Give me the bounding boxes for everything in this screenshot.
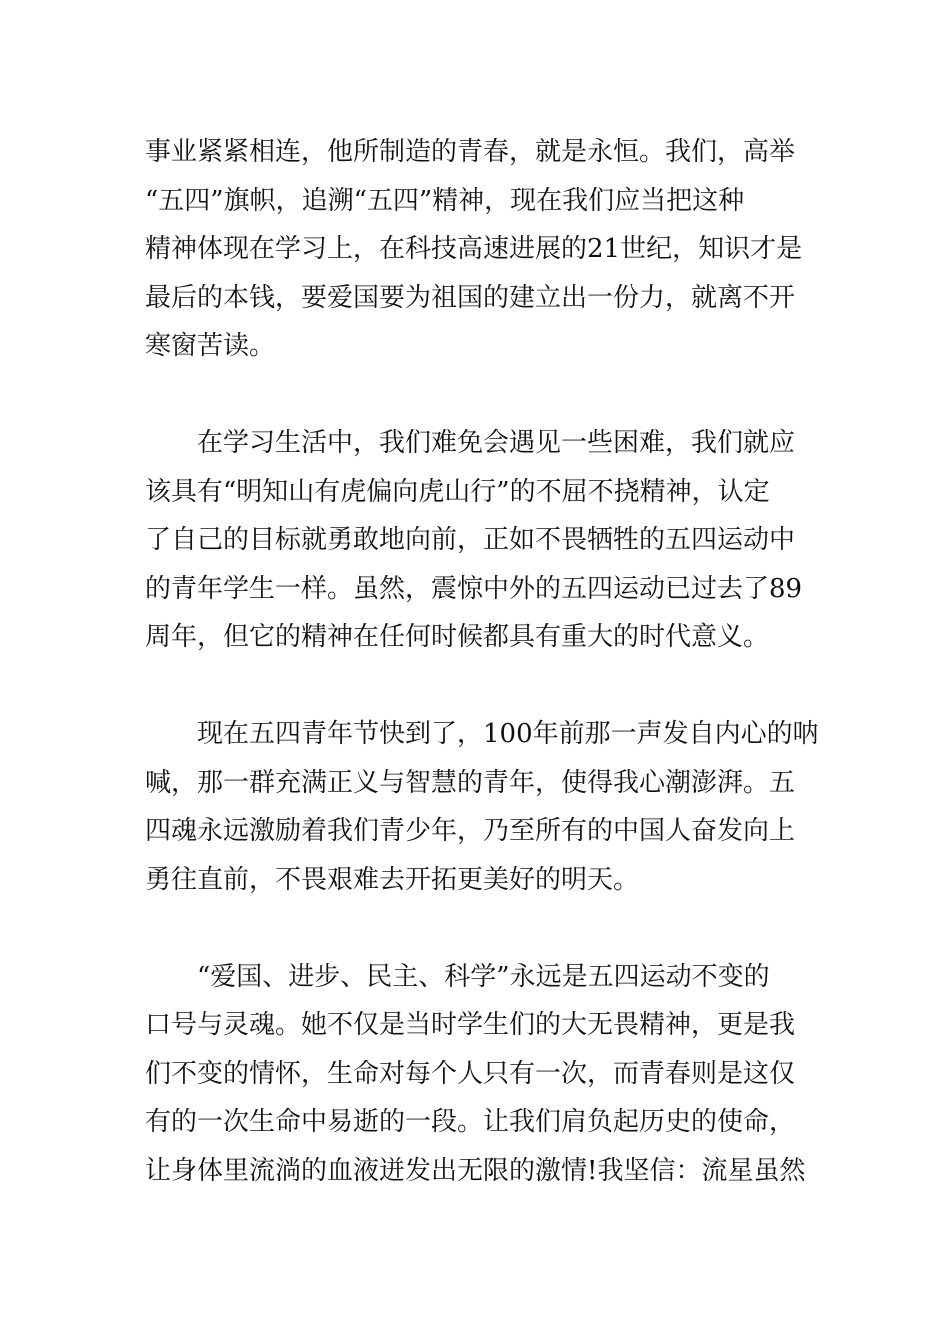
text-line: 该具有“明知山有虎偏向虎山行”的不屈不挠精神，认定 [145,476,770,507]
text-line: 有的一次生命中易逝的一段。让我们肩负起历史的使命， [145,1107,796,1137]
text-line: 勇往直前，不畏艰难去开拓更美好的明天。 [145,864,640,895]
text-line: 寒窗苦读。 [145,331,276,361]
text-line: 现在五四青年节快到了，100年前那一声发自内心的呐 [197,719,819,749]
paragraph-3 [145,710,819,904]
text-line: 喊，那一群充满正义与智慧的青年，使得我心潮澎湃。五 [145,767,796,798]
text-line: 周年，但它的精神在任何时候都具有重大的时代意义。 [145,622,770,652]
text-line: “五四”旗帜，追溯“五四”精神，现在我们应当把这种 [145,185,745,216]
text-line: 的青年学生一样。虽然，震惊中外的五四运动已过去了89 [145,573,803,604]
text-line: 在学习生活中，我们难免会遇见一些困难，我们就应 [197,428,796,458]
document-body [145,128,819,1244]
text-line: 事业紧紧相连，他所制造的青春，就是永恒。我们，高举 [145,137,796,167]
text-line: 最后的本钱，要爱国要为祖国的建立出一份力，就离不开 [145,282,796,313]
text-line: 精神体现在学习上，在科技高速进展的21世纪，知识才是 [145,234,803,264]
text-line: 让身体里流淌的血液迸发出无限的激情!我坚信：流星虽然 [145,1155,806,1186]
paragraph-1 [145,128,810,371]
paragraph-2 [145,419,810,662]
text-line: “爱国、进步、民主、科学”永远是五四运动不变的 [197,961,770,992]
text-line: 四魂永远激励着我们青少年，乃至所有的中国人奋发向上 [145,816,796,846]
paragraph-4 [145,953,810,1196]
text-line: 口号与灵魂。她不仅是当时学生们的大无畏精神，更是我 [145,1010,796,1040]
text-line: 们不变的情怀，生命对每个人只有一次，而青春则是这仅 [145,1058,796,1089]
text-line: 了自己的目标就勇敢地向前，正如不畏牺牲的五四运动中 [145,525,796,555]
